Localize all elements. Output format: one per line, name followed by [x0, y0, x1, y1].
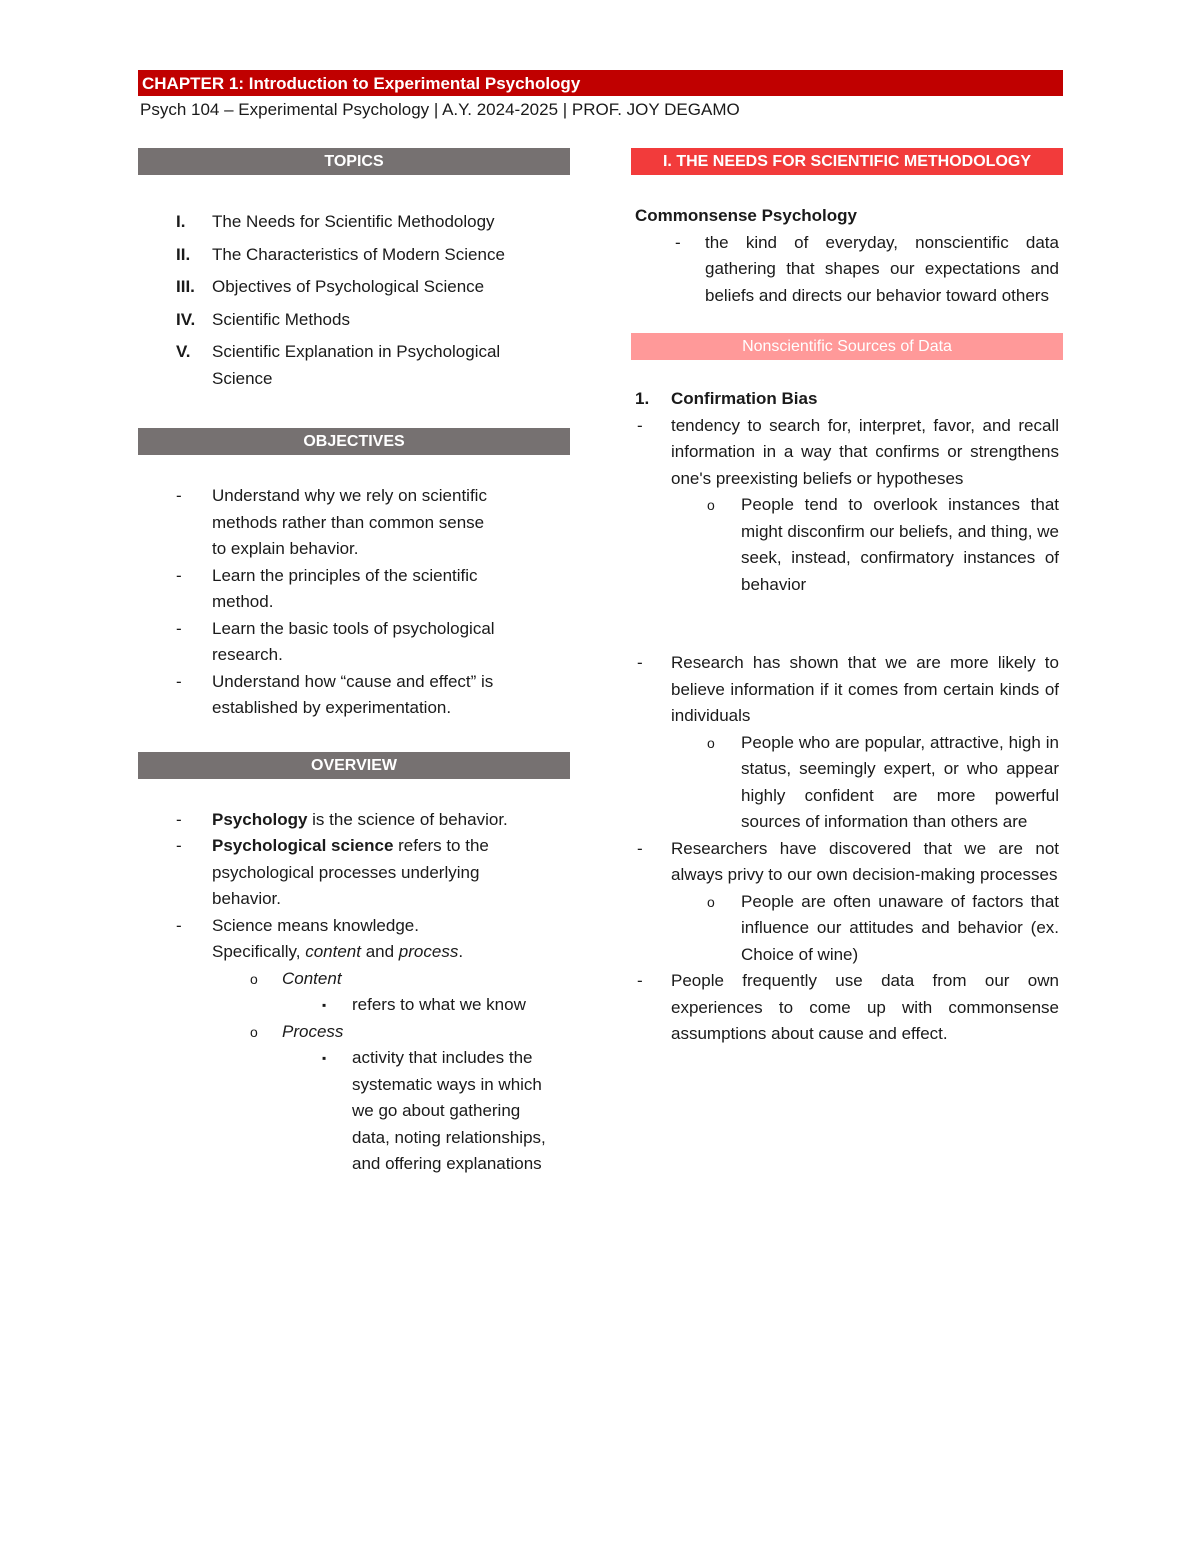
objective-item: - Learn the principles of the scientific method.	[176, 565, 478, 611]
research-item: - Research has shown that we are more likely to believe information if it comes from certain kinds of individuals	[637, 653, 1059, 725]
chapter-title: CHAPTER 1: Introduction to Experimental Psychology	[138, 70, 1063, 96]
commonsense-definition: - the kind of everyday, nonscientific data gathering that shapes our expectations and beliefs and directs our behavior toward others	[675, 232, 1059, 305]
topic-item: I. The Needs for Scientific Methodology	[176, 212, 495, 231]
research-subpoint: o People are often unaware of factors that influence our attitudes and behavior (ex. Choice of wine)	[707, 891, 1059, 964]
content-sublabel: o Content	[250, 968, 342, 988]
overview-item: - Science means knowledge. Specifically, content and process.	[176, 915, 464, 961]
topic-item: IV. Scientific Methods	[176, 309, 350, 329]
section1-heading: I. THE NEEDS FOR SCIENTIFIC METHODOLOGY	[631, 148, 1063, 175]
objectives-list	[138, 483, 570, 722]
overview-item: - Psychology is the science of behavior.	[176, 809, 508, 829]
topic-item: III. Objectives of Psychological Science	[176, 277, 485, 296]
overview-heading: OVERVIEW	[138, 752, 570, 779]
topic-item: V. Scientific Explanation in Psychological Science	[176, 342, 501, 388]
objective-item: - Learn the basic tools of psychological research.	[176, 618, 495, 664]
research-item: - Researchers have discovered that we are not always privy to our own decision-making processes	[637, 838, 1059, 884]
topics-list	[138, 209, 570, 392]
research-list-3	[631, 968, 1063, 1048]
left-column	[138, 148, 570, 1178]
process-desc: ▪ activity that includes the systematic ways in which we go about gathering data, noting relationships, and offering explanations	[322, 1048, 546, 1173]
process-sublabel: o Process	[250, 1021, 344, 1041]
confirmation-bias-title: 1. Confirmation Bias	[635, 389, 818, 408]
course-subtitle: Psych 104 – Experimental Psychology | A.Y. 2024-2025 | PROF. JOY DEGAMO	[140, 100, 740, 119]
bias-subpoint: o People tend to overlook instances that might disconfirm our beliefs, and thing, we seek, instead, confirmatory instances of behavior	[707, 495, 1059, 594]
research-list	[631, 650, 1063, 730]
research-list-2	[631, 836, 1063, 889]
bias-list	[631, 413, 1063, 493]
right-column	[631, 148, 1063, 1048]
commonsense-title: Commonsense Psychology	[635, 206, 858, 225]
overview-list	[138, 807, 570, 966]
content-desc: ▪ refers to what we know	[322, 995, 526, 1014]
objective-item: - Understand how “cause and effect” is established by experimentation.	[176, 671, 494, 717]
objectives-heading: OBJECTIVES	[138, 428, 570, 455]
nonscientific-heading: Nonscientific Sources of Data	[631, 333, 1063, 360]
research-subpoint: o People who are popular, attractive, high in status, seemingly expert, or who appear highly confident are more powerful sources of information than others are	[707, 732, 1059, 831]
bias-definition: - tendency to search for, interpret, favor, and recall information in a way that confirms or strengthens one's preexisting beliefs or hypotheses	[637, 415, 1059, 488]
objective-item: - Understand why we rely on scientific methods rather than common sense to explain behavior.	[176, 486, 487, 558]
overview-item: - Psychological science refers to the psychological processes underlying behavior.	[176, 836, 489, 908]
research-item: - People frequently use data from our own experiences to come up with commonsense assumptions about cause and effect.	[637, 971, 1059, 1043]
topics-heading: TOPICS	[138, 148, 570, 175]
topic-item: II. The Characteristics of Modern Science	[176, 244, 505, 264]
